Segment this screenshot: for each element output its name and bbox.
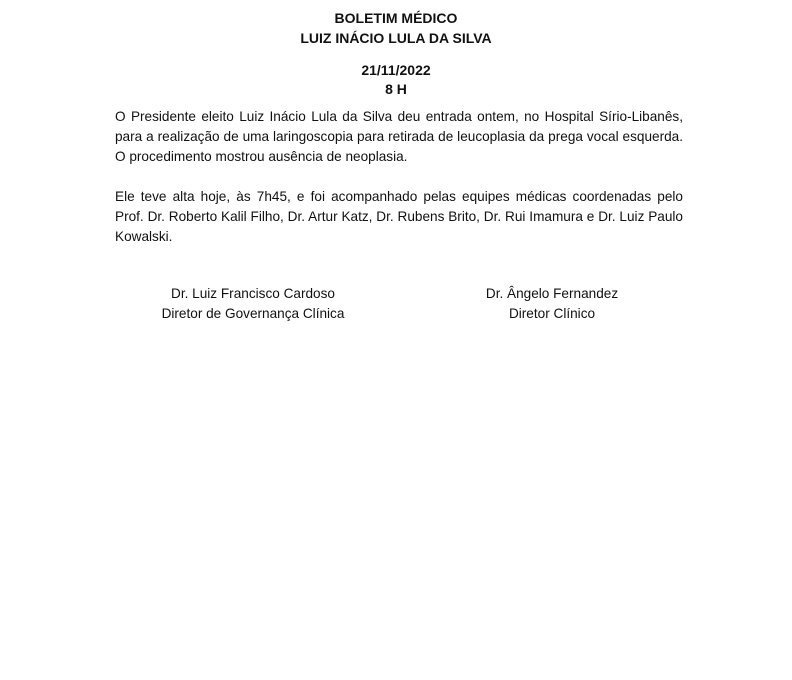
bulletin-title: BOLETIM MÉDICO (334, 10, 458, 26)
bulletin-date: 21/11/2022 (361, 62, 431, 78)
signature-block-left (133, 284, 373, 324)
signatory-name: Dr. Ângelo Fernandez (485, 286, 619, 301)
bulletin-time: 8 H (385, 81, 407, 97)
paragraph-admission: O Presidente eleito Luiz Inácio Lula da Silva deu entrada ontem, no Hospital Sírio-Libanês, para a realização de uma laringoscopia para retirada de leucoplasia da prega vocal esquerda. O procedimento mostrou ausência de neoplasia. (115, 109, 683, 164)
date-time-block (0, 61, 792, 99)
signatory-name: Dr. Luiz Francisco Cardoso (171, 286, 335, 301)
signature-block-right (432, 284, 672, 324)
signatory-role: Diretor Clínico (508, 306, 596, 321)
bulletin-header (0, 8, 792, 48)
signatory-role: Diretor de Governança Clínica (161, 306, 345, 321)
paragraph-discharge: Ele teve alta hoje, às 7h45, e foi acompanhado pelas equipes médicas coordenadas pelo Prof. Dr. Roberto Kalil Filho, Dr. Artur Katz, Dr. Rubens Brito, Dr. Rui Imamura e Dr. Luiz Paulo Kowalski. (115, 189, 683, 244)
patient-name: LUIZ INÁCIO LULA DA SILVA (300, 30, 492, 46)
